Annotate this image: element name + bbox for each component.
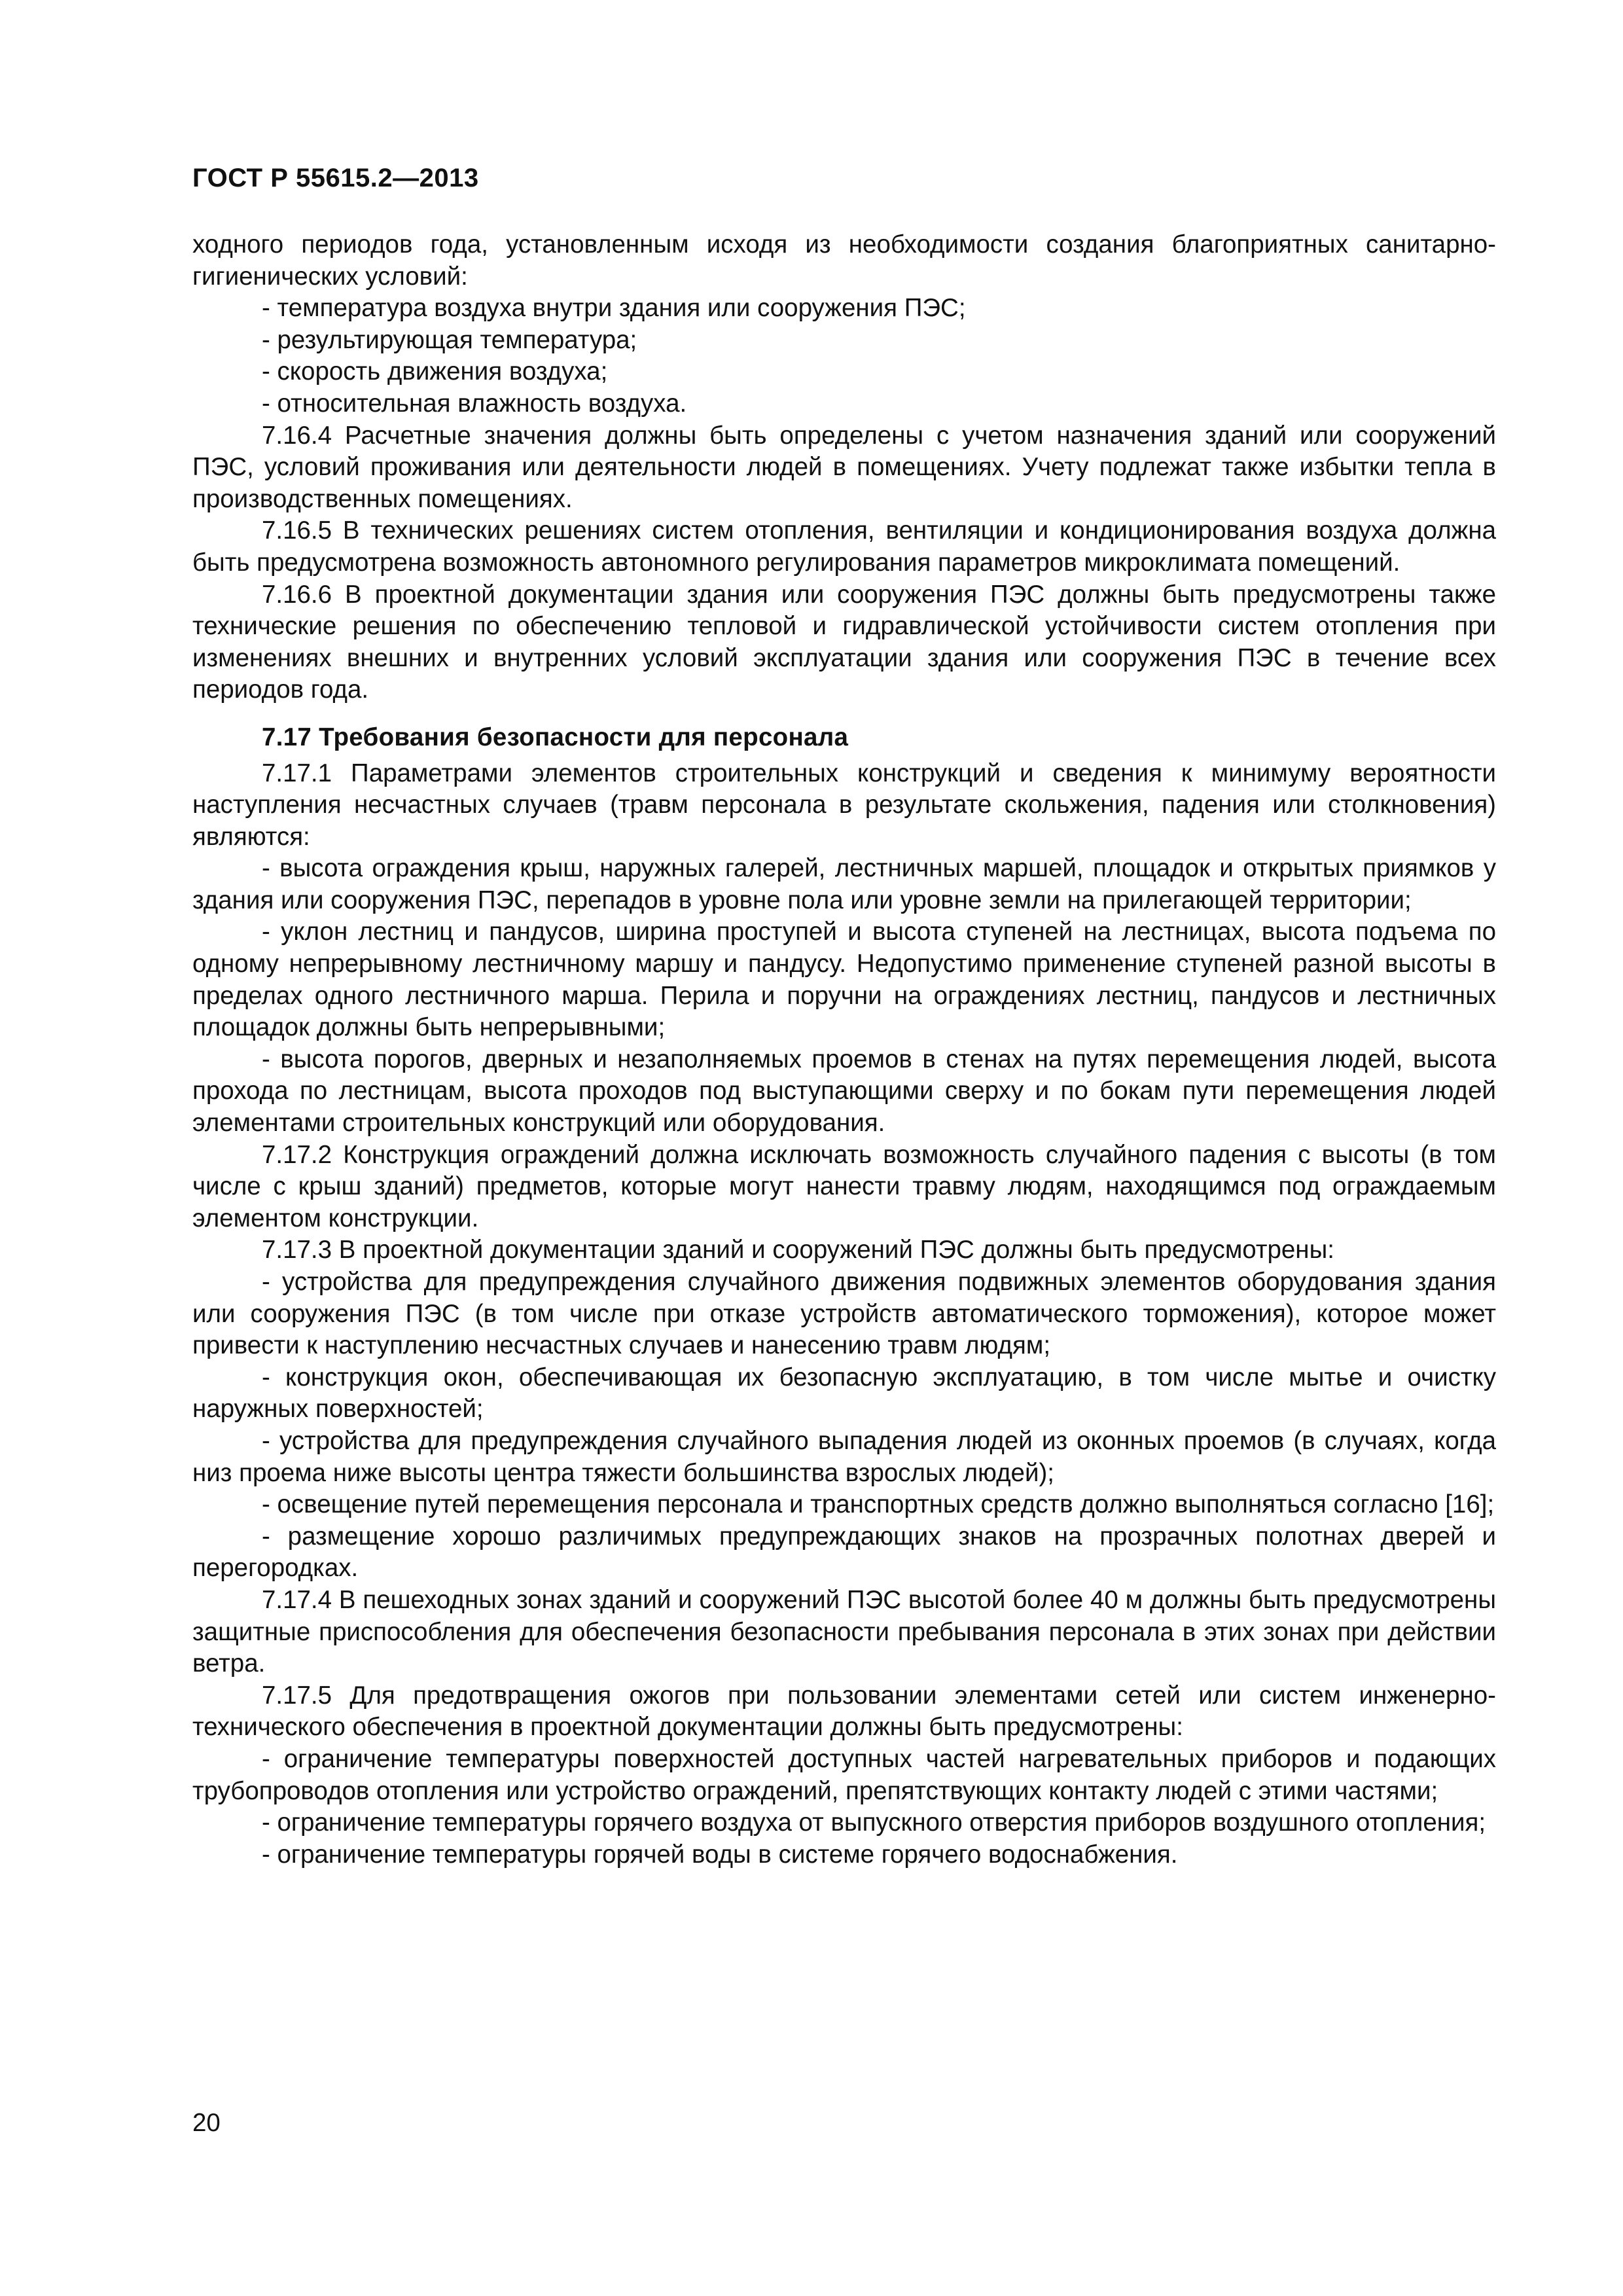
list-item: - результирующая температура;: [262, 325, 637, 354]
list-item: - конструкция окон, обеспечивающая их безопасную эксплуатацию, в том числе мытье и очистку наружных поверхностей;: [192, 1363, 1496, 1424]
list-item: - уклон лестниц и пандусов, ширина проступей и высота ступеней на лестницах, высота подъема по одному непрерывному лестничному маршу и пандусу. Недопустимо применение ступеней разной высоты в пределах одного лестничного марша. Перила и поручни на ограждениях лестниц, пандусов и лестничных площадок должны быть непрерывными;: [192, 918, 1496, 1042]
paragraph-7-17-2: 7.17.2 Конструкция ограждений должна исключать возможность случайного падения с высоты (в том числе с крыш зданий) предметов, которые могут нанести травму людям, находящимся под ограждаемым элементом конструкции.: [192, 1140, 1496, 1232]
paragraph-7-17-5: 7.17.5 Для предотвращения ожогов при пользовании элементами сетей или систем инженерно-технического обеспечения в проектной документации должны быть предусмотрены:: [192, 1681, 1496, 1742]
paragraph-7-17-3: 7.17.3 В проектной документации зданий и сооружений ПЭС должны быть предусмотрены:: [262, 1236, 1334, 1265]
section-heading-7-17: 7.17 Требования безопасности для персонала: [262, 723, 849, 751]
paragraph-7-16-4: 7.16.4 Расчетные значения должны быть определены с учетом назначения зданий или сооружений ПЭС, условий проживания или деятельности людей в помещениях. Учету подлежат также избытки тепла в производственных помещениях.: [192, 421, 1496, 513]
list-item: - ограничение температуры горячей воды в системе горячего водоснабжения.: [262, 1840, 1178, 1869]
list-item: - высота порогов, дверных и незаполняемых проемов в стенах на путях перемещения людей, высота прохода по лестницам, высота проходов под выступающими сверху и по бокам пути перемещения людей элементами строительных конструкций или оборудования.: [192, 1045, 1496, 1138]
list-item: - ограничение температуры поверхностей доступных частей нагревательных приборов и подающих трубопроводов отопления или устройство ограждений, препятствующих контакту людей с этими частями;: [192, 1744, 1496, 1805]
list-item: - освещение путей перемещения персонала и транспортных средств должно выполняться согласно [16];: [262, 1490, 1495, 1519]
list-item: - устройства для предупреждения случайного выпадения людей из оконных проемов (в случаях, когда низ проема ниже высоты центра тяжести большинства взрослых людей);: [192, 1426, 1496, 1487]
paragraph-continuation: ходного периодов года, установленным исходя из необходимости создания благоприятных санитарно-гигиенических условий:: [192, 230, 1496, 291]
paragraph-7-16-6: 7.16.6 В проектной документации здания или сооружения ПЭС должны быть предусмотрены также технические решения по обеспечению тепловой и гидравлической устойчивости систем отопления при изменениях внешних и внутренних условий эксплуатации здания или сооружения ПЭС в течение всех периодов года.: [192, 580, 1496, 704]
list-item: - температура воздуха внутри здания или сооружения ПЭС;: [262, 294, 966, 323]
paragraph-7-17-1: 7.17.1 Параметрами элементов строительных конструкций и сведения к минимуму вероятности наступления несчастных случаев (травм персонала в результате скольжения, падения или столкновения) являются:: [192, 759, 1496, 851]
list-item: - скорость движения воздуха;: [262, 357, 608, 386]
list-item: - устройства для предупреждения случайного движения подвижных элементов оборудования здания или сооружения ПЭС (в том числе при отказе устройств автоматического торможения), которое может привести к наступлению несчастных случаев и нанесению травм людям;: [192, 1268, 1496, 1360]
list-item: - ограничение температуры горячего воздуха от выпускного отверстия приборов воздушного отопления;: [262, 1808, 1486, 1837]
document-body: [192, 229, 1496, 1871]
paragraph-7-17-4: 7.17.4 В пешеходных зонах зданий и сооружений ПЭС высотой более 40 м должны быть предусмотрены защитные приспособления для обеспечения безопасности пребывания персонала в этих зонах при действии ветра.: [192, 1585, 1496, 1678]
list-item: - высота ограждения крыш, наружных галерей, лестничных маршей, площадок и открытых приямков у здания или сооружения ПЭС, перепадов в уровне пола или уровне земли на прилегающей территории;: [192, 854, 1496, 914]
list-item: - относительная влажность воздуха.: [262, 389, 687, 418]
page-number: 20: [192, 2109, 221, 2137]
document-header: ГОСТ Р 55615.2—2013: [192, 164, 479, 192]
paragraph-7-16-5: 7.16.5 В технических решениях систем отопления, вентиляции и кондиционирования воздуха должна быть предусмотрена возможность автономного регулирования параметров микроклимата помещений.: [192, 516, 1496, 577]
list-item: - размещение хорошо различимых предупреждающих знаков на прозрачных полотнах дверей и перегородках.: [192, 1522, 1496, 1583]
